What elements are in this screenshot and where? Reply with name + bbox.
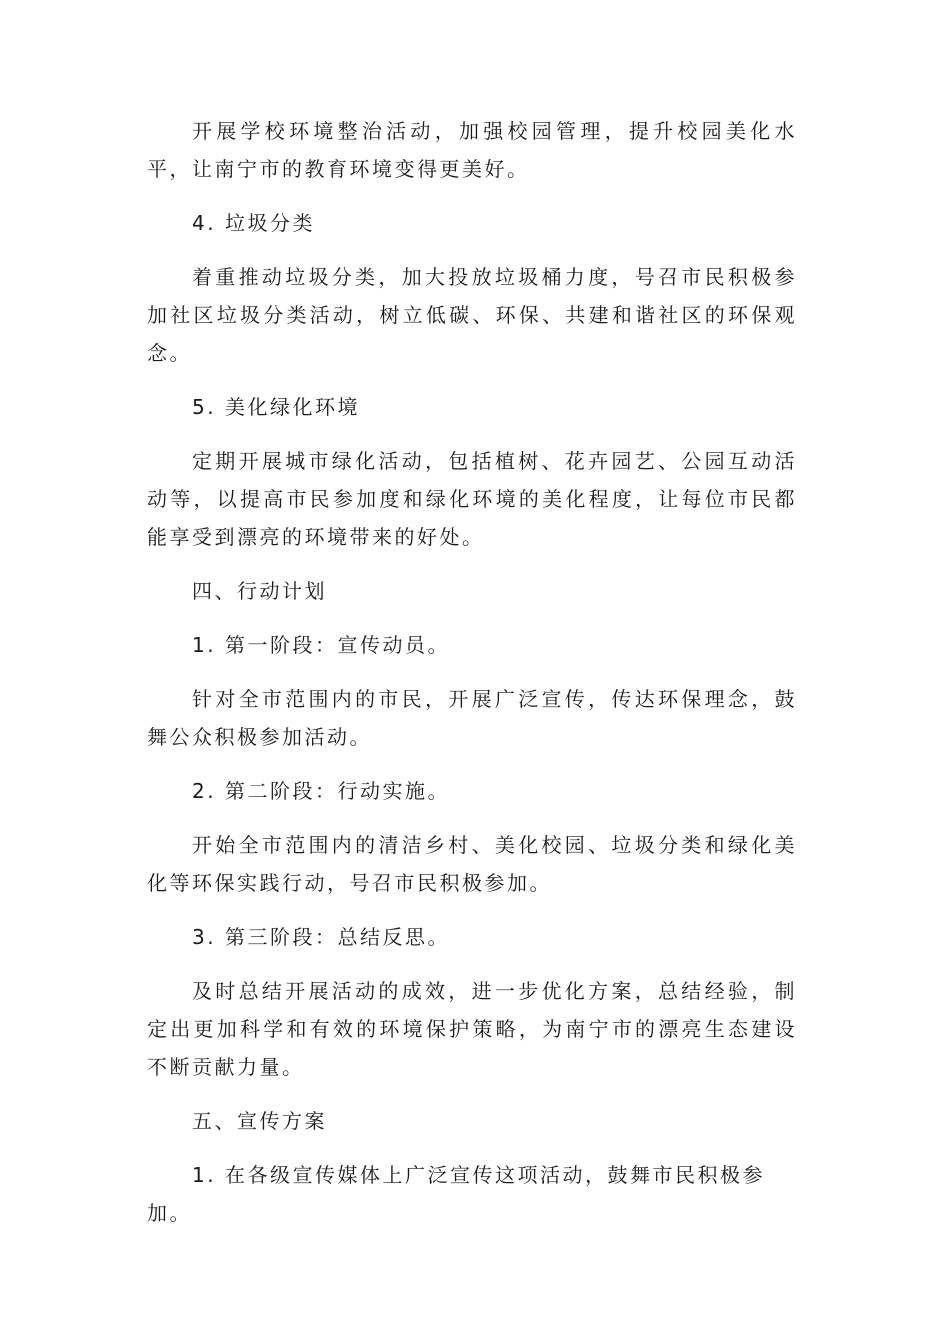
paragraph-campus-cleanup: 开展学校环境整治活动，加强校园管理，提升校园美化水平，让南宁市的教育环境变得更美好。 <box>147 119 797 181</box>
heading-stage-two: 2. 第二阶段：行动实施。 <box>192 779 450 803</box>
heading-publicity-item-one: 1. 在各级宣传媒体上广泛宣传这项活动，鼓舞市民积极参加。 <box>147 1163 765 1225</box>
paragraph-stage-one: 针对全市范围内的市民，开展广泛宣传，传达环保理念，鼓舞公众积极参加活动。 <box>147 687 797 749</box>
document-body <box>147 112 797 1248</box>
heading-stage-three: 3. 第三阶段：总结反思。 <box>192 925 450 949</box>
heading-action-plan: 四、行动计划 <box>192 579 327 603</box>
paragraph-garbage-sorting: 着重推动垃圾分类，加大投放垃圾桶力度，号召市民积极参加社区垃圾分类活动，树立低碳、环保、共建和谐社区的环保观念。 <box>147 265 797 365</box>
heading-stage-one: 1. 第一阶段：宣传动员。 <box>192 633 450 657</box>
heading-greening: 5. 美化绿化环境 <box>192 395 360 419</box>
heading-publicity-plan: 五、宣传方案 <box>192 1109 327 1133</box>
paragraph-greening: 定期开展城市绿化活动，包括植树、花卉园艺、公园互动活动等，以提高市民参加度和绿化环境的美化程度，让每位市民都能享受到漂亮的环境带来的好处。 <box>147 449 797 549</box>
heading-garbage-sorting: 4. 垃圾分类 <box>192 211 315 235</box>
paragraph-stage-two: 开始全市范围内的清洁乡村、美化校园、垃圾分类和绿化美化等环保实践行动，号召市民积极参加。 <box>147 833 797 895</box>
paragraph-stage-three: 及时总结开展活动的成效，进一步优化方案，总结经验，制定出更加科学和有效的环境保护策略，为南宁市的漂亮生态建设不断贡献力量。 <box>147 979 797 1079</box>
